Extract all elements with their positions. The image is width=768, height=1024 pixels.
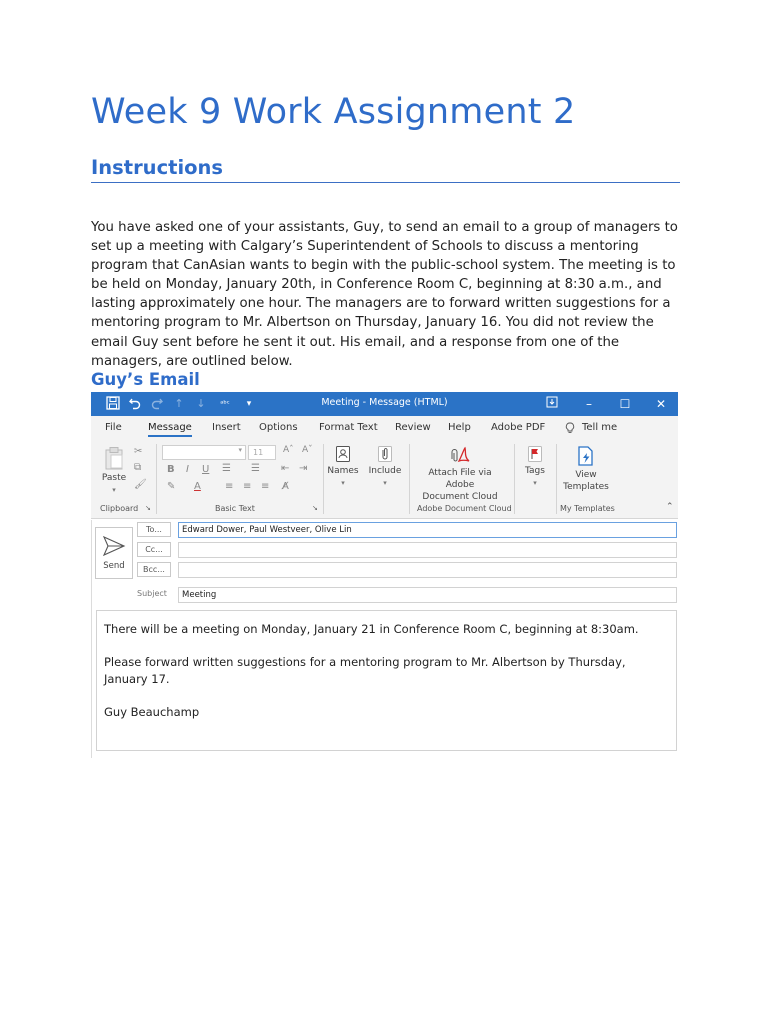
- compose-area: [91, 520, 678, 758]
- bcc-button[interactable]: Bcc...: [137, 562, 171, 577]
- adobe-group-label: Adobe Document Cloud: [417, 504, 512, 513]
- guys-email-heading: Guy’s Email: [91, 370, 200, 389]
- align-center-icon[interactable]: ≡: [243, 481, 252, 492]
- spelling-icon[interactable]: ᵃᵇᶜ: [220, 399, 230, 408]
- bcc-field[interactable]: [178, 562, 677, 578]
- names-dropdown-icon: ▾: [341, 479, 345, 487]
- minimize-icon[interactable]: –: [586, 397, 592, 411]
- lightbulb-icon: [565, 422, 575, 437]
- include-button[interactable]: [366, 445, 404, 489]
- view-templates-label-line-1: View: [575, 470, 597, 480]
- copy-icon[interactable]: ⧉: [134, 462, 142, 473]
- maximize-icon[interactable]: ☐: [619, 397, 631, 411]
- ribbon-tabs: [91, 416, 678, 440]
- group-divider: [556, 444, 557, 514]
- group-divider: [514, 444, 515, 514]
- document-title: Week 9 Work Assignment 2: [91, 92, 576, 132]
- clear-formatting-icon[interactable]: A̸: [282, 481, 289, 492]
- clipboard-icon: [103, 446, 125, 470]
- names-button[interactable]: [327, 445, 359, 489]
- tab-options[interactable]: Options: [259, 422, 298, 433]
- my-templates-group-label: My Templates: [560, 504, 615, 513]
- clipboard-group-label: Clipboard: [100, 504, 139, 513]
- tags-label: Tags: [525, 466, 545, 476]
- increase-indent-icon[interactable]: ⇥: [299, 463, 308, 474]
- cc-button[interactable]: Cc...: [137, 542, 171, 557]
- ribbon: [91, 440, 678, 519]
- include-label: Include: [368, 466, 402, 476]
- send-button[interactable]: [95, 527, 133, 579]
- customize-toolbar-icon[interactable]: ▾: [246, 399, 252, 409]
- tab-insert[interactable]: Insert: [212, 422, 241, 433]
- font-size-box[interactable]: [248, 445, 276, 460]
- cut-icon[interactable]: ✂: [134, 446, 143, 457]
- format-painter-icon[interactable]: 🖌: [134, 479, 147, 490]
- paperclip-icon: [377, 445, 393, 463]
- tell-me-search[interactable]: Tell me: [582, 422, 618, 433]
- collapse-ribbon-icon[interactable]: ⌃: [666, 502, 674, 512]
- align-left-icon[interactable]: ≡: [225, 481, 234, 492]
- include-dropdown-icon: ▾: [383, 479, 387, 487]
- group-divider: [156, 444, 157, 514]
- paste-dropdown-icon: ▾: [112, 486, 116, 494]
- attach-via-adobe-button[interactable]: [413, 445, 507, 503]
- tab-format-text[interactable]: Format Text: [319, 422, 378, 433]
- send-icon: [101, 533, 127, 559]
- title-bar: [91, 392, 678, 416]
- signature: Guy Beauchamp: [104, 705, 200, 719]
- bold-icon[interactable]: B: [167, 464, 175, 475]
- ribbon-display-options-icon[interactable]: [542, 395, 562, 413]
- tags-button[interactable]: [519, 445, 551, 489]
- subject-field[interactable]: Meeting: [178, 587, 677, 603]
- body-line-suggestions: Please forward written suggestions for a mentoring program to Mr. Albertson by Thursday, January 17.: [104, 655, 626, 686]
- tab-review[interactable]: Review: [395, 422, 431, 433]
- body-line-meeting: There will be a meeting on Monday, January 21 in Conference Room C, beginning at 8:30am.: [104, 622, 639, 636]
- subject-label: Subject: [137, 589, 167, 598]
- tab-message[interactable]: Message: [148, 422, 192, 437]
- decrease-indent-icon[interactable]: ⇤: [281, 463, 290, 474]
- flag-icon: [527, 445, 543, 463]
- tab-file[interactable]: File: [105, 422, 122, 433]
- group-divider: [409, 444, 410, 514]
- grow-font-icon[interactable]: Aˆ: [283, 445, 294, 455]
- tab-help[interactable]: Help: [448, 422, 471, 433]
- font-name-box[interactable]: ▾: [162, 445, 246, 460]
- window-title: Meeting - Message (HTML): [321, 397, 448, 408]
- bullets-icon[interactable]: ☰: [222, 463, 231, 474]
- italic-icon[interactable]: I: [186, 464, 189, 475]
- adobe-attach-icon: [447, 445, 473, 465]
- tags-dropdown-icon: ▾: [533, 479, 537, 487]
- tab-adobe-pdf[interactable]: Adobe PDF: [491, 422, 546, 433]
- send-label: Send: [103, 561, 125, 571]
- to-button[interactable]: To...: [137, 522, 171, 537]
- highlight-icon[interactable]: ✎: [167, 481, 176, 492]
- basic-text-group-label: Basic Text: [215, 504, 255, 513]
- numbering-icon[interactable]: ☰: [251, 463, 260, 474]
- arrow-down-icon[interactable]: ↓: [196, 397, 206, 410]
- paste-button[interactable]: [99, 446, 129, 496]
- outlook-message-window: [91, 392, 678, 758]
- paste-label: Paste: [101, 473, 127, 483]
- close-icon[interactable]: ✕: [655, 397, 667, 411]
- font-size-value: 11: [253, 448, 264, 457]
- shrink-font-icon[interactable]: Aˇ: [302, 445, 313, 455]
- font-color-icon[interactable]: A: [194, 481, 201, 492]
- instructions-paragraph: You have asked one of your assistants, Guy, to send an email to a group of managers to set up a meeting with Calgary’s Superintendent of Schools to discuss a mentoring program that CanAsian wants to begin with the public-school system. The meeting is to be held on Monday, January 20th, in Conference Room C, beginning at 8:30 a.m., and lasting approximately one hour. The managers are to forward written suggestions for a mentoring program to Mr. Albertson on Thursday, January 16. You did not review the email Guy sent before he sent it out. His email, and a response from one of the managers, are outlined below.: [91, 220, 678, 369]
- view-templates-label-line-2: Templates: [563, 482, 609, 492]
- underline-icon[interactable]: U: [202, 464, 210, 475]
- basic-text-launcher-icon[interactable]: ↘: [312, 504, 318, 512]
- align-right-icon[interactable]: ≡: [261, 481, 270, 492]
- arrow-up-icon[interactable]: ↑: [174, 397, 184, 410]
- to-field[interactable]: Edward Dower, Paul Westveer, Olive Lin: [178, 522, 677, 538]
- instructions-heading: Instructions: [91, 156, 680, 183]
- address-book-icon: [335, 445, 351, 463]
- attach-label-line-1: Attach File via Adobe: [428, 468, 492, 490]
- cc-field[interactable]: [178, 542, 677, 558]
- templates-icon: [577, 445, 595, 467]
- clipboard-launcher-icon[interactable]: ↘: [145, 504, 151, 512]
- view-templates-button[interactable]: [560, 445, 612, 493]
- message-body[interactable]: [96, 610, 677, 751]
- names-label: Names: [327, 466, 359, 476]
- attach-label-line-2: Document Cloud: [422, 492, 498, 502]
- group-divider: [323, 444, 324, 514]
